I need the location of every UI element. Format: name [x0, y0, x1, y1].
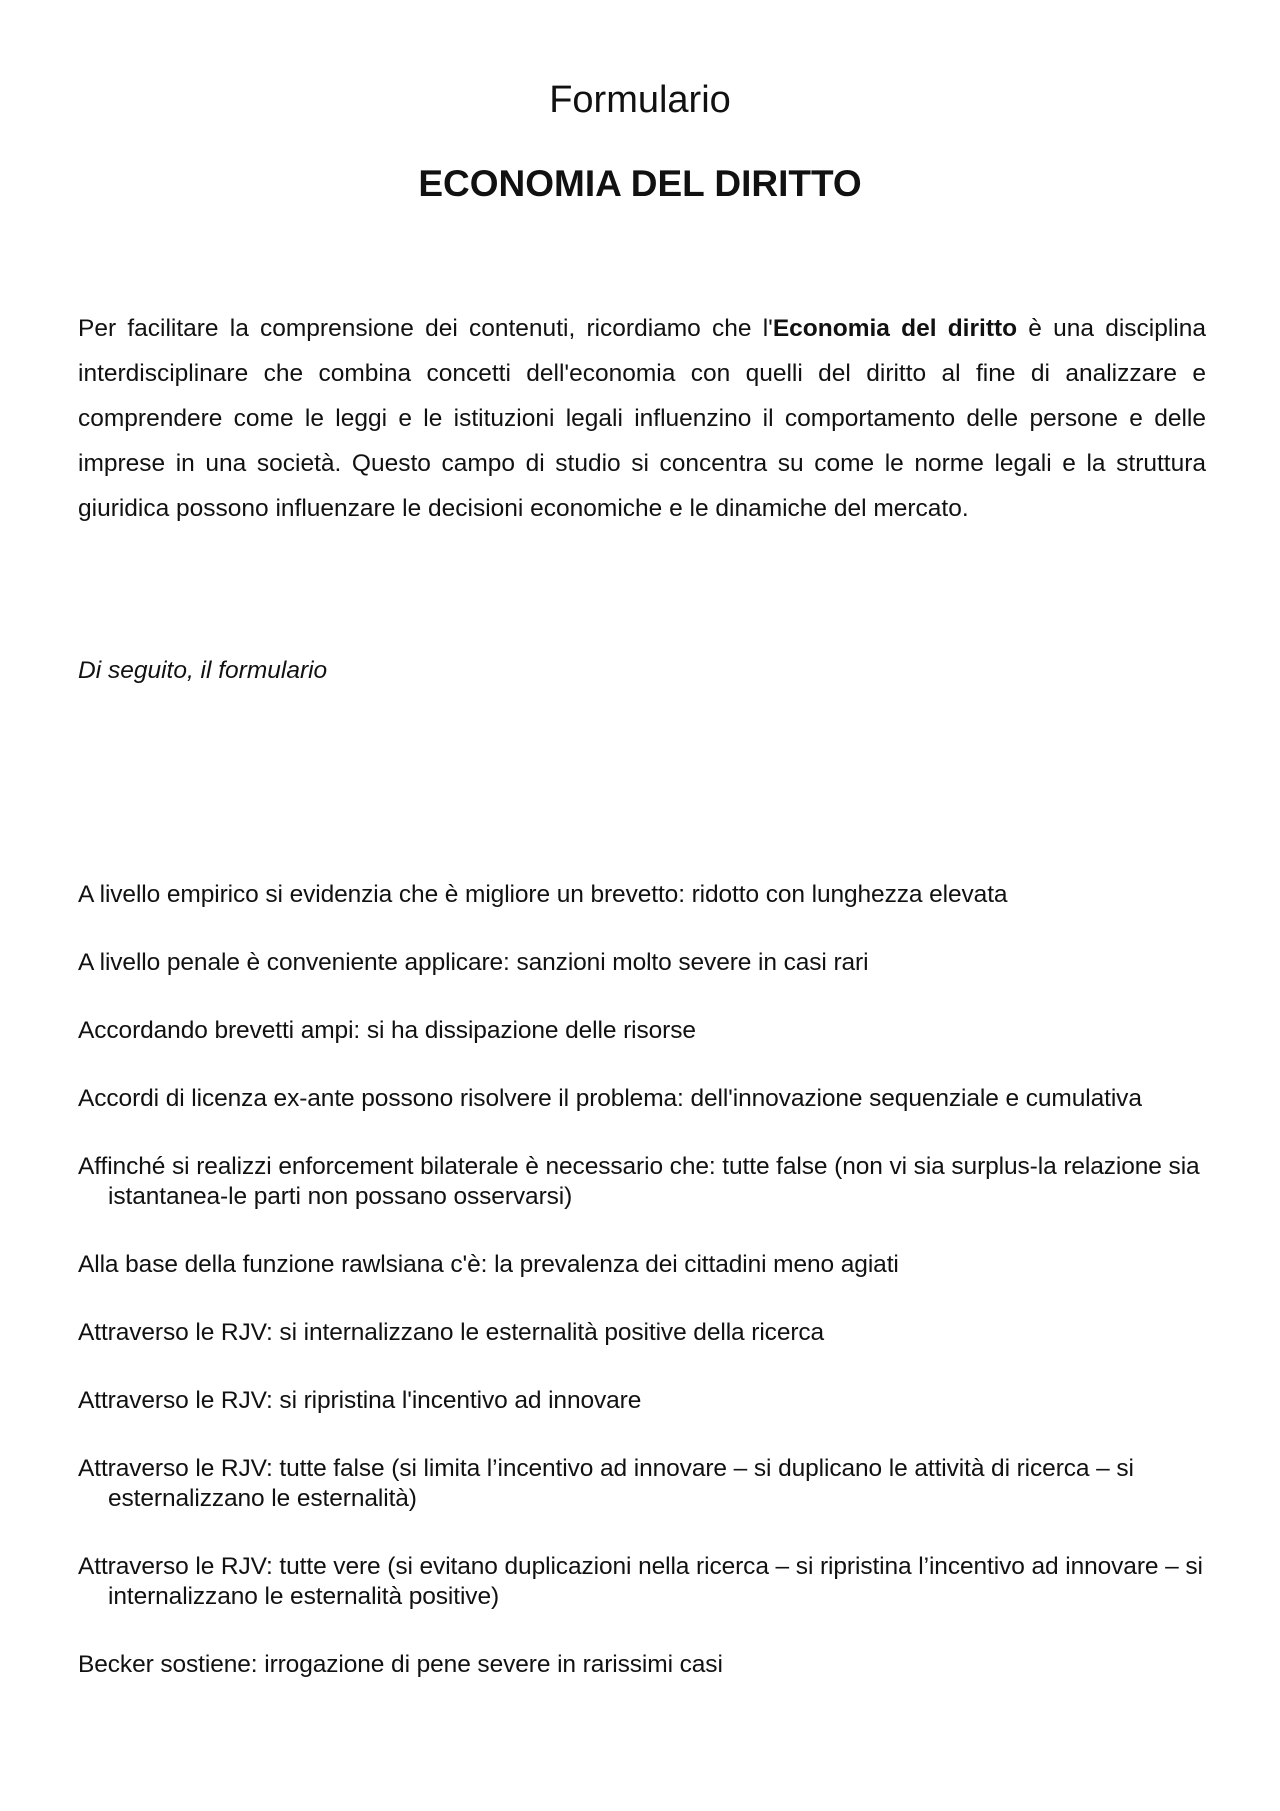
formulario-lead: Di seguito, il formulario: [78, 657, 328, 684]
list-item: Becker sostiene: irrogazione di pene severe in rarissimi casi: [78, 1651, 723, 1678]
list-item: Affinché si realizzi enforcement bilaterale è necessario che: tutte false (non vi sia surplus-la relazione sia istantanea-le parti non possano osservarsi): [78, 1153, 1200, 1210]
intro-paragraph: [78, 306, 1206, 531]
intro-text-before: Per facilitare la comprensione dei contenuti, ricordiamo che l': [78, 315, 773, 342]
intro-text-after: è una disciplina interdisciplinare che combina concetti dell'economia con quelli del diritto al fine di analizzare e comprendere come le leggi e le istituzioni legali influenzino il comportamento delle persone e delle imprese in una società. Questo campo di studio si concentra su come le norme legali e la struttura giuridica possono influenzare le decisioni economiche e le dinamiche del mercato.: [78, 315, 1206, 522]
formulario-list: [78, 880, 1218, 1718]
list-item: A livello empirico si evidenzia che è migliore un brevetto: ridotto con lunghezza elevata: [78, 881, 1008, 908]
document-title: Formulario: [549, 79, 731, 121]
list-item: Attraverso le RJV: tutte false (si limita l’incentivo ad innovare – si duplicano le attività di ricerca – si esternalizzano le esternalità): [78, 1455, 1134, 1512]
document-subtitle: ECONOMIA DEL DIRITTO: [418, 163, 862, 204]
list-item: Accordi di licenza ex-ante possono risolvere il problema: dell'innovazione sequenziale e cumulativa: [78, 1085, 1142, 1112]
list-item: Accordando brevetti ampi: si ha dissipazione delle risorse: [78, 1017, 696, 1044]
list-item: A livello penale è conveniente applicare: sanzioni molto severe in casi rari: [78, 949, 869, 976]
list-item: Attraverso le RJV: si ripristina l'incentivo ad innovare: [78, 1387, 642, 1414]
list-item: Alla base della funzione rawlsiana c'è: la prevalenza dei cittadini meno agiati: [78, 1251, 899, 1278]
list-item: Attraverso le RJV: si internalizzano le esternalità positive della ricerca: [78, 1319, 825, 1346]
list-item: Attraverso le RJV: tutte vere (si evitano duplicazioni nella ricerca – si ripristina l’incentivo ad innovare – si internalizzano le esternalità positive): [78, 1553, 1203, 1610]
intro-bold-term: Economia del diritto: [772, 315, 1018, 342]
